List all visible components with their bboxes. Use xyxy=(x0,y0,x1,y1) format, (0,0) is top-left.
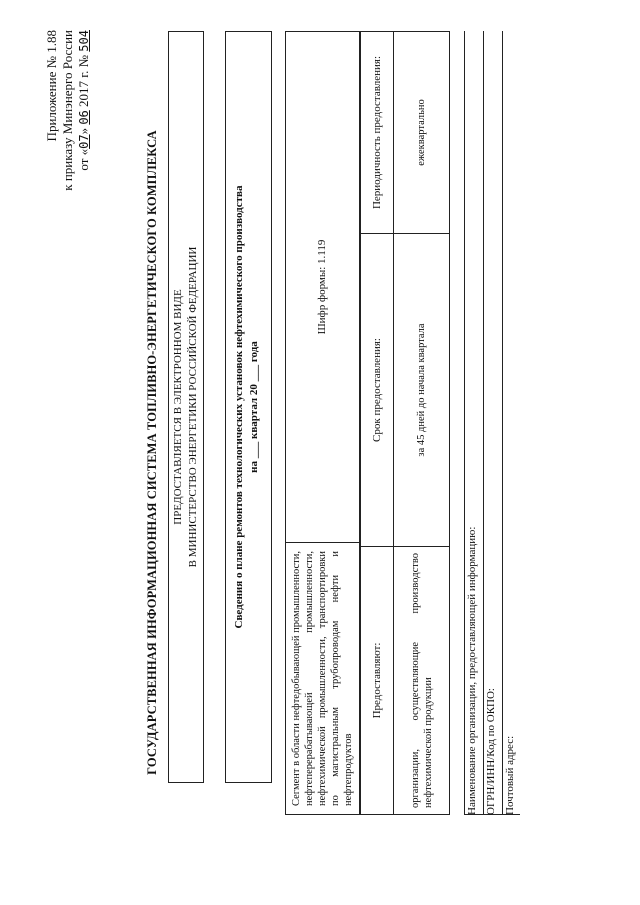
submission-header-row xyxy=(361,32,394,815)
submission-notice-line2: В МИНИСТЕРСТВО ЭНЕРГЕТИКИ РОССИЙСКОЙ ФЕДЕРАЦИИ xyxy=(187,246,199,568)
footer-org-name-row xyxy=(464,31,479,815)
date-day: 07 xyxy=(77,134,91,149)
value-submitters: организации, осуществляющие производство нефтехимической продукции xyxy=(394,547,450,815)
footer-org-name: Наименование организации, предоставляющей информацию: xyxy=(464,31,479,815)
header-deadline: Срок предоставления: xyxy=(361,234,394,547)
footer-ids-row xyxy=(483,31,498,815)
date-number: 504 xyxy=(77,30,91,52)
segment-description: Сегмент в области нефтедобывающей промышленности, нефтеперерабатывающей промышленности, нефтехимической промышленности, транспортировки по магистральным трубопроводам нефти и нефтепродуктов xyxy=(286,543,360,815)
segment-table xyxy=(285,31,360,815)
value-frequency: ежеквартально xyxy=(394,32,450,234)
footer-address-row xyxy=(502,31,517,815)
appendix-number: Приложение № 1.88 xyxy=(44,30,59,142)
appendix-order: к приказу Минэнерго России xyxy=(60,30,75,191)
footer-ids: ОГРН/ИНН/Код по ОКПО: xyxy=(483,31,498,815)
report-title-line1: Сведения о плане ремонтов технологических установок нефтехимического производства xyxy=(233,185,245,629)
report-title-line2: на ___ квартал 20 ___ года xyxy=(248,341,260,473)
segment-row xyxy=(286,32,360,815)
value-deadline: за 45 дней до начала квартала xyxy=(394,234,450,547)
report-title-box xyxy=(225,31,272,783)
document-title: ГОСУДАРСТВЕННАЯ ИНФОРМАЦИОННАЯ СИСТЕМА ТОПЛИВНО-ЭНЕРГЕТИЧЕСКОГО КОМПЛЕКСА xyxy=(145,130,159,775)
submission-table xyxy=(360,31,450,815)
submission-notice-box xyxy=(168,31,204,783)
date-mid: » xyxy=(76,124,91,135)
date-year: 2017 г. № xyxy=(76,51,91,111)
header-frequency: Периодичность предоставления: xyxy=(361,32,394,234)
date-month: 06 xyxy=(77,110,91,125)
footer-address: Почтовый адрес: xyxy=(502,31,517,815)
submission-notice-line1: ПРЕДОСТАВЛЯЕТСЯ В ЭЛЕКТРОННОМ ВИДЕ xyxy=(172,289,184,525)
submission-value-row xyxy=(394,32,450,815)
header-submitters: Предоставляют: xyxy=(361,547,394,815)
form-code: Шифр формы: 1.119 xyxy=(286,32,360,543)
appendix-date xyxy=(76,30,92,191)
date-prefix: от « xyxy=(76,148,91,171)
appendix-header xyxy=(44,30,92,191)
